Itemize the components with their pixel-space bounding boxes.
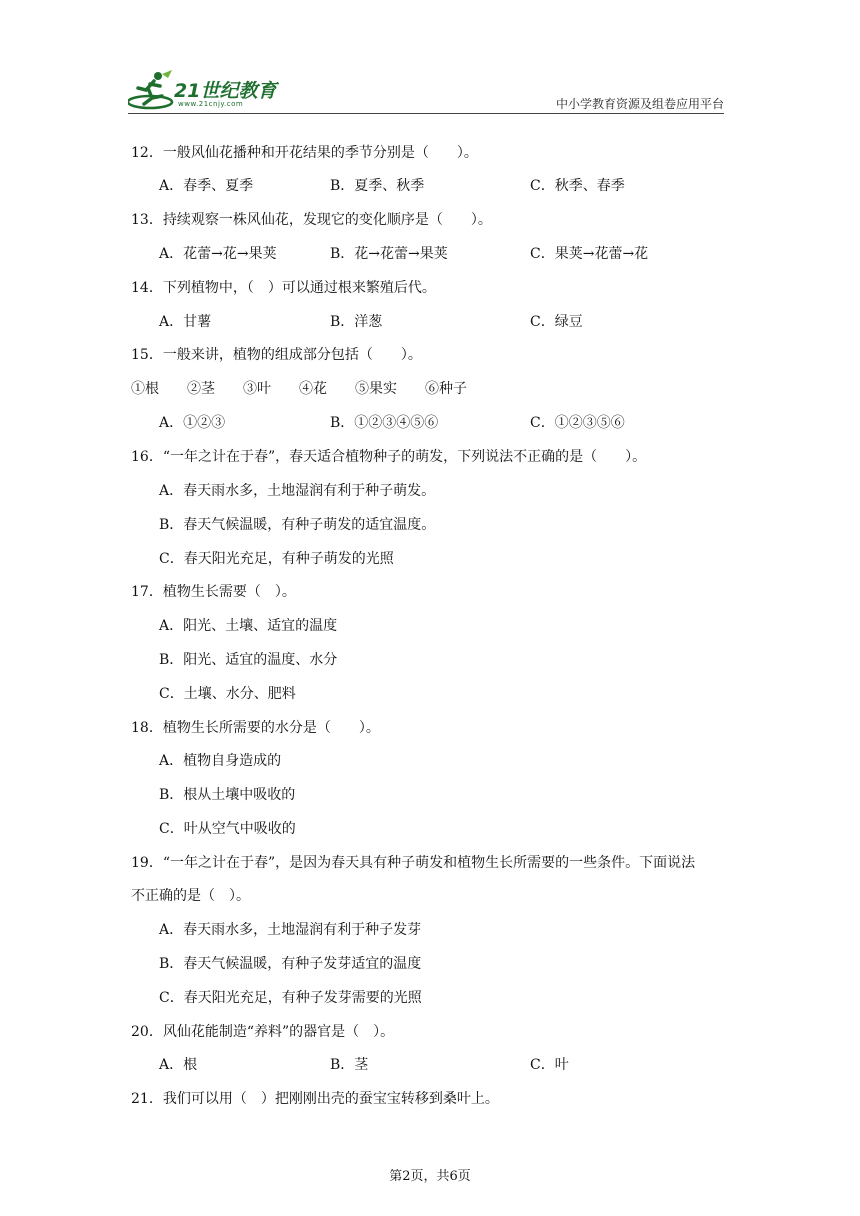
question-15-parts: ①根 ②茎 ③叶 ④花 ⑤果实 ⑥种子 bbox=[131, 381, 467, 397]
option: B．洋葱 bbox=[330, 314, 383, 330]
option: C．绿豆 bbox=[530, 314, 583, 330]
option: C．叶 bbox=[530, 1057, 569, 1073]
option: C．叶从空气中吸收的 bbox=[159, 821, 296, 837]
option: B．夏季、秋季 bbox=[330, 178, 425, 194]
option: B．春天气候温暖，有种子萌发的适宜温度。 bbox=[159, 517, 436, 533]
question-19-cont: 不正确的是（ ）。 bbox=[131, 888, 250, 904]
page-header bbox=[128, 68, 724, 114]
question-16: 16．“一年之计在于春”，春天适合植物种子的萌发，下列说法不正确的是（ ）。 bbox=[131, 449, 647, 465]
option: A．春季、夏季 bbox=[159, 178, 254, 194]
question-13: 13．持续观察一株风仙花，发现它的变化顺序是（ ）。 bbox=[131, 212, 492, 228]
page-number: 第2页，共6页 bbox=[389, 1169, 471, 1184]
option: A．根 bbox=[159, 1057, 198, 1073]
question-18: 18．植物生长所需要的水分是（ ）。 bbox=[131, 720, 380, 736]
option: C．果荚→花蕾→花 bbox=[530, 246, 649, 262]
logo-url: www.21cnjy.com bbox=[178, 100, 244, 108]
option: A．花蕾→花→果荚 bbox=[159, 246, 277, 262]
option: C．春天阳光充足，有种子萌发的光照 bbox=[159, 551, 394, 567]
option: B．根从土壤中吸收的 bbox=[159, 787, 296, 803]
option: A．春天雨水多，土地湿润有利于种子萌发。 bbox=[159, 483, 436, 499]
option: C．秋季、春季 bbox=[530, 178, 625, 194]
question-12: 12．一般风仙花播种和开花结果的季节分别是（ ）。 bbox=[131, 145, 478, 161]
question-15: 15．一般来讲，植物的组成部分包括（ ）。 bbox=[131, 347, 422, 363]
option: A．阳光、土壤、适宜的温度 bbox=[159, 618, 338, 634]
question-20: 20．风仙花能制造“养料”的器官是（ ）。 bbox=[131, 1024, 395, 1040]
logo-text: 21世纪教育 bbox=[174, 80, 277, 102]
logo bbox=[128, 68, 298, 112]
option: B．春天气候温暖，有种子发芽适宜的温度 bbox=[159, 956, 422, 972]
question-21: 21．我们可以用（ ）把刚刚出壳的蚕宝宝转移到桑叶上。 bbox=[131, 1091, 499, 1107]
option: A．甘薯 bbox=[159, 314, 212, 330]
option: A．植物自身造成的 bbox=[159, 753, 282, 769]
option: A．①②③ bbox=[159, 415, 226, 431]
option: B．茎 bbox=[330, 1057, 369, 1073]
platform-title: 中小学教育资源及组卷应用平台 bbox=[555, 97, 724, 111]
question-17: 17．植物生长需要（ ）。 bbox=[131, 584, 296, 600]
question-19: 19．“一年之计在于春”，是因为春天具有种子萌发和植物生长所需要的一些条件。下面说法 bbox=[131, 855, 696, 871]
option: C．土壤、水分、肥料 bbox=[159, 686, 296, 702]
option: B．阳光、适宜的温度、水分 bbox=[159, 652, 338, 668]
option: C．春天阳光充足，有种子发芽需要的光照 bbox=[159, 990, 422, 1006]
header-rule bbox=[128, 113, 724, 114]
runner-logo-icon bbox=[128, 68, 176, 112]
option: B．花→花蕾→果荚 bbox=[330, 246, 448, 262]
option: B．①②③④⑤⑥ bbox=[330, 415, 439, 431]
option: C．①②③⑤⑥ bbox=[530, 415, 625, 431]
question-14: 14．下列植物中，（ ）可以通过根来繁殖后代。 bbox=[131, 280, 436, 296]
option: A．春天雨水多，土地湿润有利于种子发芽 bbox=[159, 922, 422, 938]
